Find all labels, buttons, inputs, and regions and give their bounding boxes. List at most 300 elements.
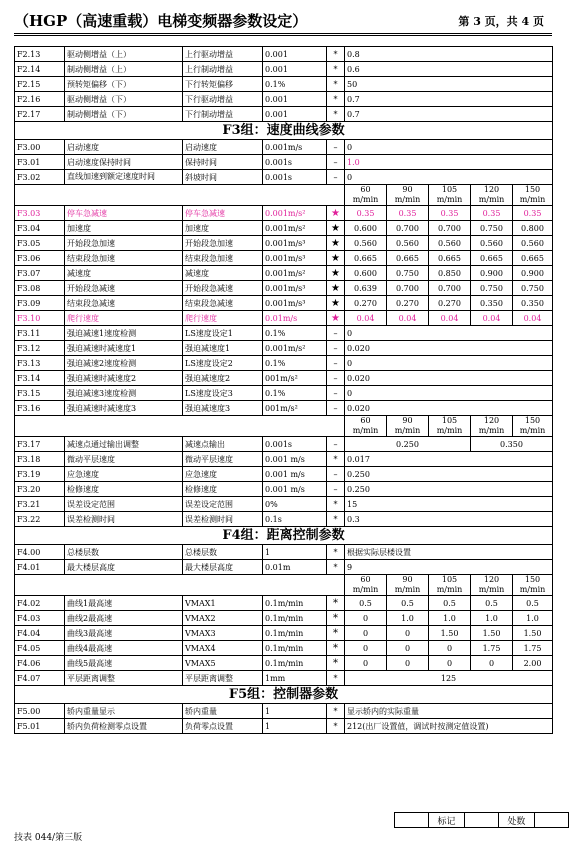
- param-value: 0.270: [429, 296, 471, 311]
- param-display: 误差设定范围: [183, 497, 263, 512]
- param-value: 212(出厂设置值，调试时按测定值设置): [345, 719, 553, 734]
- param-flag: –: [327, 326, 345, 341]
- param-display: VMAX1: [183, 596, 263, 611]
- param-display: LS速度设定3: [183, 386, 263, 401]
- param-row: [15, 497, 553, 512]
- param-value: 0.020: [345, 341, 553, 356]
- param-unit: 0.1%: [263, 326, 327, 341]
- param-row: [15, 155, 553, 170]
- param-name: 最大楼层高度: [65, 560, 183, 575]
- param-value: 0.250: [345, 437, 471, 452]
- param-row: [15, 626, 553, 641]
- param-unit: 1: [263, 704, 327, 719]
- param-unit: 1: [263, 545, 327, 560]
- param-row: [15, 467, 553, 482]
- param-value: 0.750: [513, 281, 553, 296]
- param-display: 加速度: [183, 221, 263, 236]
- param-code: F2.15: [15, 77, 65, 92]
- param-flag: *: [327, 719, 345, 734]
- param-row: [15, 671, 553, 686]
- param-row: [15, 512, 553, 527]
- param-display: VMAX4: [183, 641, 263, 656]
- param-code: F3.17: [15, 437, 65, 452]
- param-row: [15, 92, 553, 107]
- param-unit: 0.001m/s³: [263, 251, 327, 266]
- param-display: 总楼层数: [183, 545, 263, 560]
- param-unit: 0.001: [263, 92, 327, 107]
- param-row: [15, 482, 553, 497]
- param-display: 结束段急减速: [183, 296, 263, 311]
- param-row: [15, 371, 553, 386]
- param-flag: *: [327, 77, 345, 92]
- param-unit: 0.1s: [263, 512, 327, 527]
- param-flag: *: [327, 452, 345, 467]
- param-value: 1.75: [513, 641, 553, 656]
- param-row: [15, 311, 553, 326]
- param-name: 微动平层速度: [65, 452, 183, 467]
- speed-header: 60 m/min: [345, 185, 387, 206]
- param-display: 开始段急减速: [183, 281, 263, 296]
- param-unit: 0.001m/s²: [263, 221, 327, 236]
- param-value: 0: [345, 140, 553, 155]
- param-unit: 0.1%: [263, 386, 327, 401]
- param-display: 下行转矩偏移: [183, 77, 263, 92]
- speed-header: 120 m/min: [471, 185, 513, 206]
- section-f4: [15, 527, 553, 545]
- param-row: [15, 107, 553, 122]
- param-unit: 0.001m/s²: [263, 341, 327, 356]
- param-row: [15, 545, 553, 560]
- page-number: 第 3 页，共 4 页: [458, 15, 544, 28]
- param-name: 驱动侧增益（上）: [65, 47, 183, 62]
- param-code: F5.01: [15, 719, 65, 734]
- param-code: F3.14: [15, 371, 65, 386]
- param-row: [15, 47, 553, 62]
- param-value: 显示轿内的实际重量: [345, 704, 553, 719]
- speed-header: 90 m/min: [387, 416, 429, 437]
- section-title: F5组：控制器参数: [15, 686, 553, 704]
- param-display: 启动速度: [183, 140, 263, 155]
- param-flag: ★: [327, 266, 345, 281]
- param-code: F4.05: [15, 641, 65, 656]
- header-rule: [14, 33, 552, 34]
- param-display: 爬行速度: [183, 311, 263, 326]
- param-name: 开始段急减速: [65, 281, 183, 296]
- param-value: 0.560: [471, 236, 513, 251]
- param-unit: 0.1m/min: [263, 611, 327, 626]
- param-unit: 0.01m/s: [263, 311, 327, 326]
- param-row: [15, 170, 553, 185]
- param-row: [15, 452, 553, 467]
- param-row: [15, 236, 553, 251]
- param-row: [15, 341, 553, 356]
- param-unit: 001m/s²: [263, 401, 327, 416]
- param-flag: *: [327, 62, 345, 77]
- param-value: 0.665: [429, 251, 471, 266]
- param-value: 0.04: [471, 311, 513, 326]
- param-display: LS速度设定1: [183, 326, 263, 341]
- param-value: 0.7: [345, 92, 553, 107]
- param-row: [15, 251, 553, 266]
- param-flag: ★: [327, 221, 345, 236]
- param-row: [15, 221, 553, 236]
- param-row: [15, 206, 553, 221]
- blank-cell: [15, 575, 345, 596]
- param-display: 停车急减速: [183, 206, 263, 221]
- param-value: 0: [345, 386, 553, 401]
- param-flag: –: [327, 437, 345, 452]
- param-name: 曲线5最高速: [65, 656, 183, 671]
- param-value: 0.5: [513, 596, 553, 611]
- param-name: 曲线4最高速: [65, 641, 183, 656]
- param-value: 1.75: [471, 641, 513, 656]
- param-unit: 0.001m/s³: [263, 296, 327, 311]
- param-value: 0.04: [513, 311, 553, 326]
- param-display: VMAX5: [183, 656, 263, 671]
- param-name: 强迫减速时减速度3: [65, 401, 183, 416]
- param-value: 0: [387, 656, 429, 671]
- param-value: 2.00: [513, 656, 553, 671]
- param-row: [15, 641, 553, 656]
- param-value: 0: [345, 626, 387, 641]
- param-value: 0.850: [429, 266, 471, 281]
- param-flag: *: [327, 497, 345, 512]
- param-code: F3.13: [15, 356, 65, 371]
- param-value: 0.350: [471, 296, 513, 311]
- param-flag: *: [327, 611, 345, 626]
- param-name: 轿内负荷检测零点设置: [65, 719, 183, 734]
- param-flag: *: [327, 641, 345, 656]
- param-value: 1.0: [471, 611, 513, 626]
- param-code: F5.00: [15, 704, 65, 719]
- param-name: 平层距离调整: [65, 671, 183, 686]
- param-unit: 0.001 m/s: [263, 452, 327, 467]
- param-name: 误差检测时间: [65, 512, 183, 527]
- param-value: 0.04: [387, 311, 429, 326]
- param-value: 0.35: [345, 206, 387, 221]
- param-unit: 0.001: [263, 62, 327, 77]
- param-code: F4.01: [15, 560, 65, 575]
- param-flag: –: [327, 386, 345, 401]
- param-row: [15, 326, 553, 341]
- param-value: 0.750: [471, 281, 513, 296]
- speed-header: 90 m/min: [387, 185, 429, 206]
- param-value: 0.020: [345, 371, 553, 386]
- param-flag: –: [327, 140, 345, 155]
- param-unit: 001m/s²: [263, 371, 327, 386]
- param-value: 0.700: [429, 281, 471, 296]
- param-value: 0.5: [387, 596, 429, 611]
- count-label: 处数: [499, 813, 535, 828]
- param-value: 0.900: [471, 266, 513, 281]
- param-value: 0.04: [429, 311, 471, 326]
- param-flag: –: [327, 341, 345, 356]
- speed-header: 90 m/min: [387, 575, 429, 596]
- param-unit: 0.1%: [263, 356, 327, 371]
- param-value: 0: [387, 641, 429, 656]
- param-value: 0.665: [471, 251, 513, 266]
- param-value: 0.750: [387, 266, 429, 281]
- param-display: 减速点输出: [183, 437, 263, 452]
- param-unit: 0.001m/s³: [263, 281, 327, 296]
- param-display: 轿内重量: [183, 704, 263, 719]
- param-code: F4.02: [15, 596, 65, 611]
- speed-header-row: [15, 416, 553, 437]
- param-name: 强迫减速1速度检测: [65, 326, 183, 341]
- param-value: 0.700: [429, 221, 471, 236]
- param-unit: 0.001: [263, 107, 327, 122]
- param-unit: 0.1m/min: [263, 641, 327, 656]
- param-value: 0.04: [345, 311, 387, 326]
- stamp-blank-1: [395, 813, 429, 828]
- param-code: F2.17: [15, 107, 65, 122]
- param-flag: –: [327, 170, 345, 185]
- param-name: 制动侧增益（上）: [65, 62, 183, 77]
- param-value: 0.560: [429, 236, 471, 251]
- section-f3: [15, 122, 553, 140]
- param-value: 0.350: [513, 296, 553, 311]
- param-unit: 1: [263, 719, 327, 734]
- speed-header: 150 m/min: [513, 185, 553, 206]
- param-code: F3.06: [15, 251, 65, 266]
- param-value: 1.50: [513, 626, 553, 641]
- param-row: [15, 62, 553, 77]
- param-display: 上行驱动增益: [183, 47, 263, 62]
- param-value: 0.6: [345, 62, 553, 77]
- param-name: 总楼层数: [65, 545, 183, 560]
- param-flag: *: [327, 545, 345, 560]
- param-value: 0.5: [429, 596, 471, 611]
- param-code: F4.00: [15, 545, 65, 560]
- param-display: 下行驱动增益: [183, 92, 263, 107]
- param-flag: ★: [327, 251, 345, 266]
- param-flag: *: [327, 47, 345, 62]
- param-display: 强迫减速度1: [183, 341, 263, 356]
- param-display: VMAX2: [183, 611, 263, 626]
- param-name: 启动速度保持时间: [65, 155, 183, 170]
- mark-label: 标记: [429, 813, 465, 828]
- param-name: 结束段急减速: [65, 296, 183, 311]
- param-value: 0: [345, 170, 553, 185]
- param-name: 应急速度: [65, 467, 183, 482]
- param-value: 0.665: [345, 251, 387, 266]
- param-display: 应急速度: [183, 467, 263, 482]
- param-row: [15, 356, 553, 371]
- param-flag: *: [327, 92, 345, 107]
- param-code: F2.13: [15, 47, 65, 62]
- param-flag: *: [327, 596, 345, 611]
- param-value: 0.600: [345, 221, 387, 236]
- param-value: 0.7: [345, 107, 553, 122]
- param-unit: 0.001s: [263, 170, 327, 185]
- param-value: 1.0: [345, 155, 553, 170]
- param-name: 强迫减速时减速度1: [65, 341, 183, 356]
- param-display: 开始段急加速: [183, 236, 263, 251]
- blank-cell: [15, 185, 345, 206]
- speed-header: 105 m/min: [429, 416, 471, 437]
- param-display: 保持时间: [183, 155, 263, 170]
- param-value: 0.665: [513, 251, 553, 266]
- param-value: 0.250: [345, 467, 553, 482]
- param-row: [15, 386, 553, 401]
- param-name: 制动侧增益（下）: [65, 107, 183, 122]
- param-value: 0.560: [345, 236, 387, 251]
- param-code: F3.08: [15, 281, 65, 296]
- speed-header-row: [15, 575, 553, 596]
- stamp-blank-2: [464, 813, 498, 828]
- param-flag: ★: [327, 296, 345, 311]
- param-name: 曲线3最高速: [65, 626, 183, 641]
- param-display: 上行制动增益: [183, 62, 263, 77]
- speed-header: 60 m/min: [345, 416, 387, 437]
- param-row: [15, 437, 553, 452]
- speed-header: 105 m/min: [429, 575, 471, 596]
- param-display: 微动平层速度: [183, 452, 263, 467]
- param-value: 1.0: [513, 611, 553, 626]
- param-value: 0.900: [513, 266, 553, 281]
- param-flag: *: [327, 512, 345, 527]
- param-flag: –: [327, 401, 345, 416]
- param-unit: 0.001m/s²: [263, 266, 327, 281]
- param-name: 减速度: [65, 266, 183, 281]
- param-value: 0.600: [345, 266, 387, 281]
- param-value: 0: [345, 641, 387, 656]
- param-name: 强迫减速2速度检测: [65, 356, 183, 371]
- param-value: 0.560: [387, 236, 429, 251]
- param-value: 0.350: [471, 437, 553, 452]
- param-flag: –: [327, 482, 345, 497]
- param-value: 0: [345, 326, 553, 341]
- param-name: 启动速度: [65, 140, 183, 155]
- param-row: [15, 77, 553, 92]
- param-value: 0.35: [471, 206, 513, 221]
- speed-header: 120 m/min: [471, 416, 513, 437]
- param-code: F4.03: [15, 611, 65, 626]
- param-flag: –: [327, 356, 345, 371]
- param-display: 强迫减速度3: [183, 401, 263, 416]
- param-name: 预转矩偏移（下）: [65, 77, 183, 92]
- param-name: 驱动侧增益（下）: [65, 92, 183, 107]
- param-code: F4.06: [15, 656, 65, 671]
- speed-header: 60 m/min: [345, 575, 387, 596]
- param-value: 0.35: [387, 206, 429, 221]
- param-name: 曲线2最高速: [65, 611, 183, 626]
- param-value: 0.560: [513, 236, 553, 251]
- param-unit: 0.001m/s²: [263, 206, 327, 221]
- param-value: 1.50: [429, 626, 471, 641]
- section-title: F3组：速度曲线参数: [15, 122, 553, 140]
- param-flag: *: [327, 704, 345, 719]
- param-value: 0: [471, 656, 513, 671]
- param-value: 0.3: [345, 512, 553, 527]
- param-value: 0.700: [387, 221, 429, 236]
- param-display: 检修速度: [183, 482, 263, 497]
- stamp-blank-3: [534, 813, 568, 828]
- param-code: F3.12: [15, 341, 65, 356]
- param-display: 负荷零点设置: [183, 719, 263, 734]
- param-display: 误差检测时间: [183, 512, 263, 527]
- param-code: F3.15: [15, 386, 65, 401]
- param-value: 125: [345, 671, 553, 686]
- param-name: 曲线1最高速: [65, 596, 183, 611]
- param-code: F3.19: [15, 467, 65, 482]
- param-name: 开始段急加速: [65, 236, 183, 251]
- param-code: F3.18: [15, 452, 65, 467]
- param-value: 0.8: [345, 47, 553, 62]
- header-rule-2: [14, 35, 552, 36]
- param-flag: *: [327, 671, 345, 686]
- param-value: 1.0: [387, 611, 429, 626]
- param-flag: ★: [327, 236, 345, 251]
- param-row: [15, 140, 553, 155]
- form-code: 技表 044/第三版: [14, 833, 83, 843]
- param-display: 结束段急加速: [183, 251, 263, 266]
- param-value: 1.50: [471, 626, 513, 641]
- param-code: F2.14: [15, 62, 65, 77]
- param-row: [15, 656, 553, 671]
- param-row: [15, 704, 553, 719]
- param-value: 0.665: [387, 251, 429, 266]
- param-code: F3.02: [15, 170, 65, 185]
- speed-header-row: [15, 185, 553, 206]
- param-value: 0.700: [387, 281, 429, 296]
- param-code: F3.22: [15, 512, 65, 527]
- param-unit: 0.001m/s: [263, 140, 327, 155]
- param-name: 强迫减速3速度检测: [65, 386, 183, 401]
- param-flag: *: [327, 107, 345, 122]
- param-value: 0.750: [471, 221, 513, 236]
- section-title: F4组：距离控制参数: [15, 527, 553, 545]
- param-value: 50: [345, 77, 553, 92]
- param-flag: ★: [327, 206, 345, 221]
- speed-header: 150 m/min: [513, 575, 553, 596]
- param-value: 9: [345, 560, 553, 575]
- param-value: 0.270: [387, 296, 429, 311]
- param-name: 误差设定范围: [65, 497, 183, 512]
- parameter-table: [14, 46, 553, 734]
- param-code: F3.00: [15, 140, 65, 155]
- blank-cell: [15, 416, 345, 437]
- param-unit: 0.001 m/s: [263, 467, 327, 482]
- param-value: 0.639: [345, 281, 387, 296]
- param-row: [15, 611, 553, 626]
- param-row: [15, 719, 553, 734]
- param-value: 0: [345, 611, 387, 626]
- param-value: 0.35: [429, 206, 471, 221]
- param-name: 爬行速度: [65, 311, 183, 326]
- param-value: 0.5: [471, 596, 513, 611]
- param-unit: 0.001 m/s: [263, 482, 327, 497]
- param-value: 0.017: [345, 452, 553, 467]
- param-display: 最大楼层高度: [183, 560, 263, 575]
- param-display: 斜坡时间: [183, 170, 263, 185]
- param-unit: 0.001s: [263, 437, 327, 452]
- param-unit: 0.1m/min: [263, 596, 327, 611]
- param-code: F2.16: [15, 92, 65, 107]
- param-name: 强迫减速时减速度2: [65, 371, 183, 386]
- param-code: F3.16: [15, 401, 65, 416]
- section-f5: [15, 686, 553, 704]
- param-name: 减速点通过输出调整: [65, 437, 183, 452]
- param-value: 0.270: [345, 296, 387, 311]
- param-name: 停车急减速: [65, 206, 183, 221]
- param-value: 0: [429, 641, 471, 656]
- speed-header: 150 m/min: [513, 416, 553, 437]
- page-header: [14, 10, 554, 32]
- param-flag: –: [327, 467, 345, 482]
- param-unit: 0.001s: [263, 155, 327, 170]
- param-unit: 0.001m/s³: [263, 236, 327, 251]
